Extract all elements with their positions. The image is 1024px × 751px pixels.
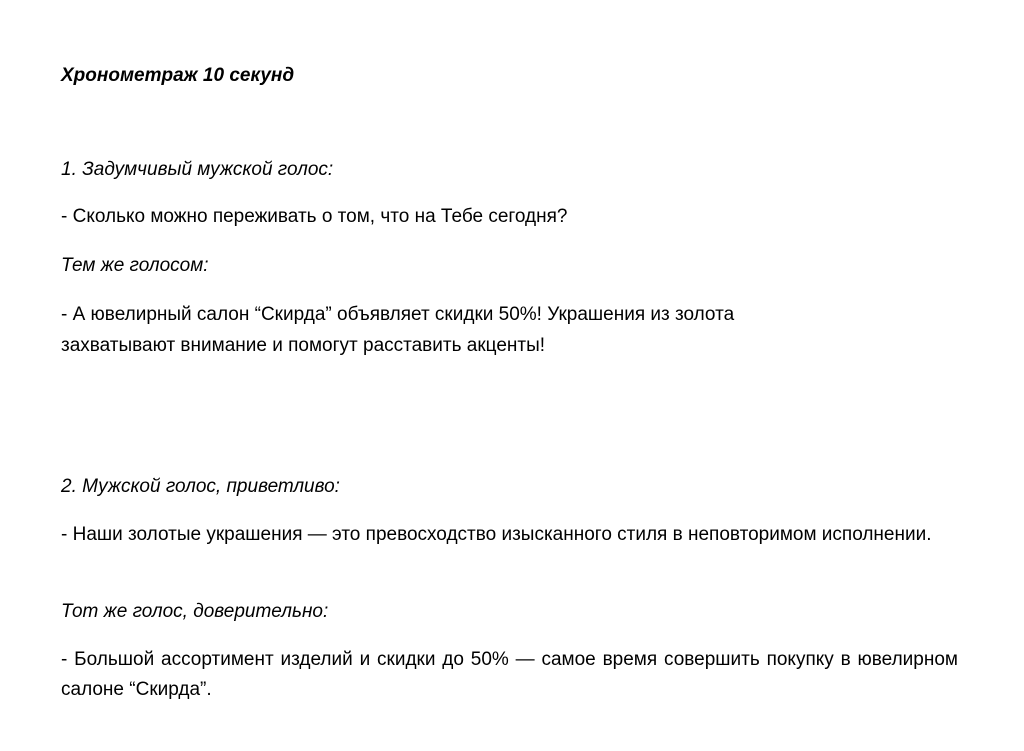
section-2-line-2: - Большой ассортимент изделий и скидки до 50% — самое время совершить покупку в ювелирном салоне “Скирда”. xyxy=(61,649,958,700)
section-1-direction: Тем же голосом: xyxy=(61,255,209,276)
section-1-line-1: - Сколько можно переживать о том, что на Тебе сегодня? xyxy=(61,206,568,227)
section-2-line-1: - Наши золотые украшения — это превосходство изысканного стиля в неповторимом исполнении. xyxy=(61,524,932,545)
document-title: Хронометраж 10 секунд xyxy=(61,65,295,86)
section-1-heading: 1. Задумчивый мужской голос: xyxy=(61,159,334,180)
section-1-line-2b: захватывают внимание и помогут расставить акценты! xyxy=(61,335,546,356)
section-2-heading: 2. Мужской голос, приветливо: xyxy=(61,476,340,497)
section-1-line-2a: - А ювелирный салон “Скирда” объявляет скидки 50%! Украшения из золота xyxy=(61,304,735,325)
document-page xyxy=(61,0,958,751)
section-2-direction: Тот же голос, доверительно: xyxy=(61,601,329,622)
